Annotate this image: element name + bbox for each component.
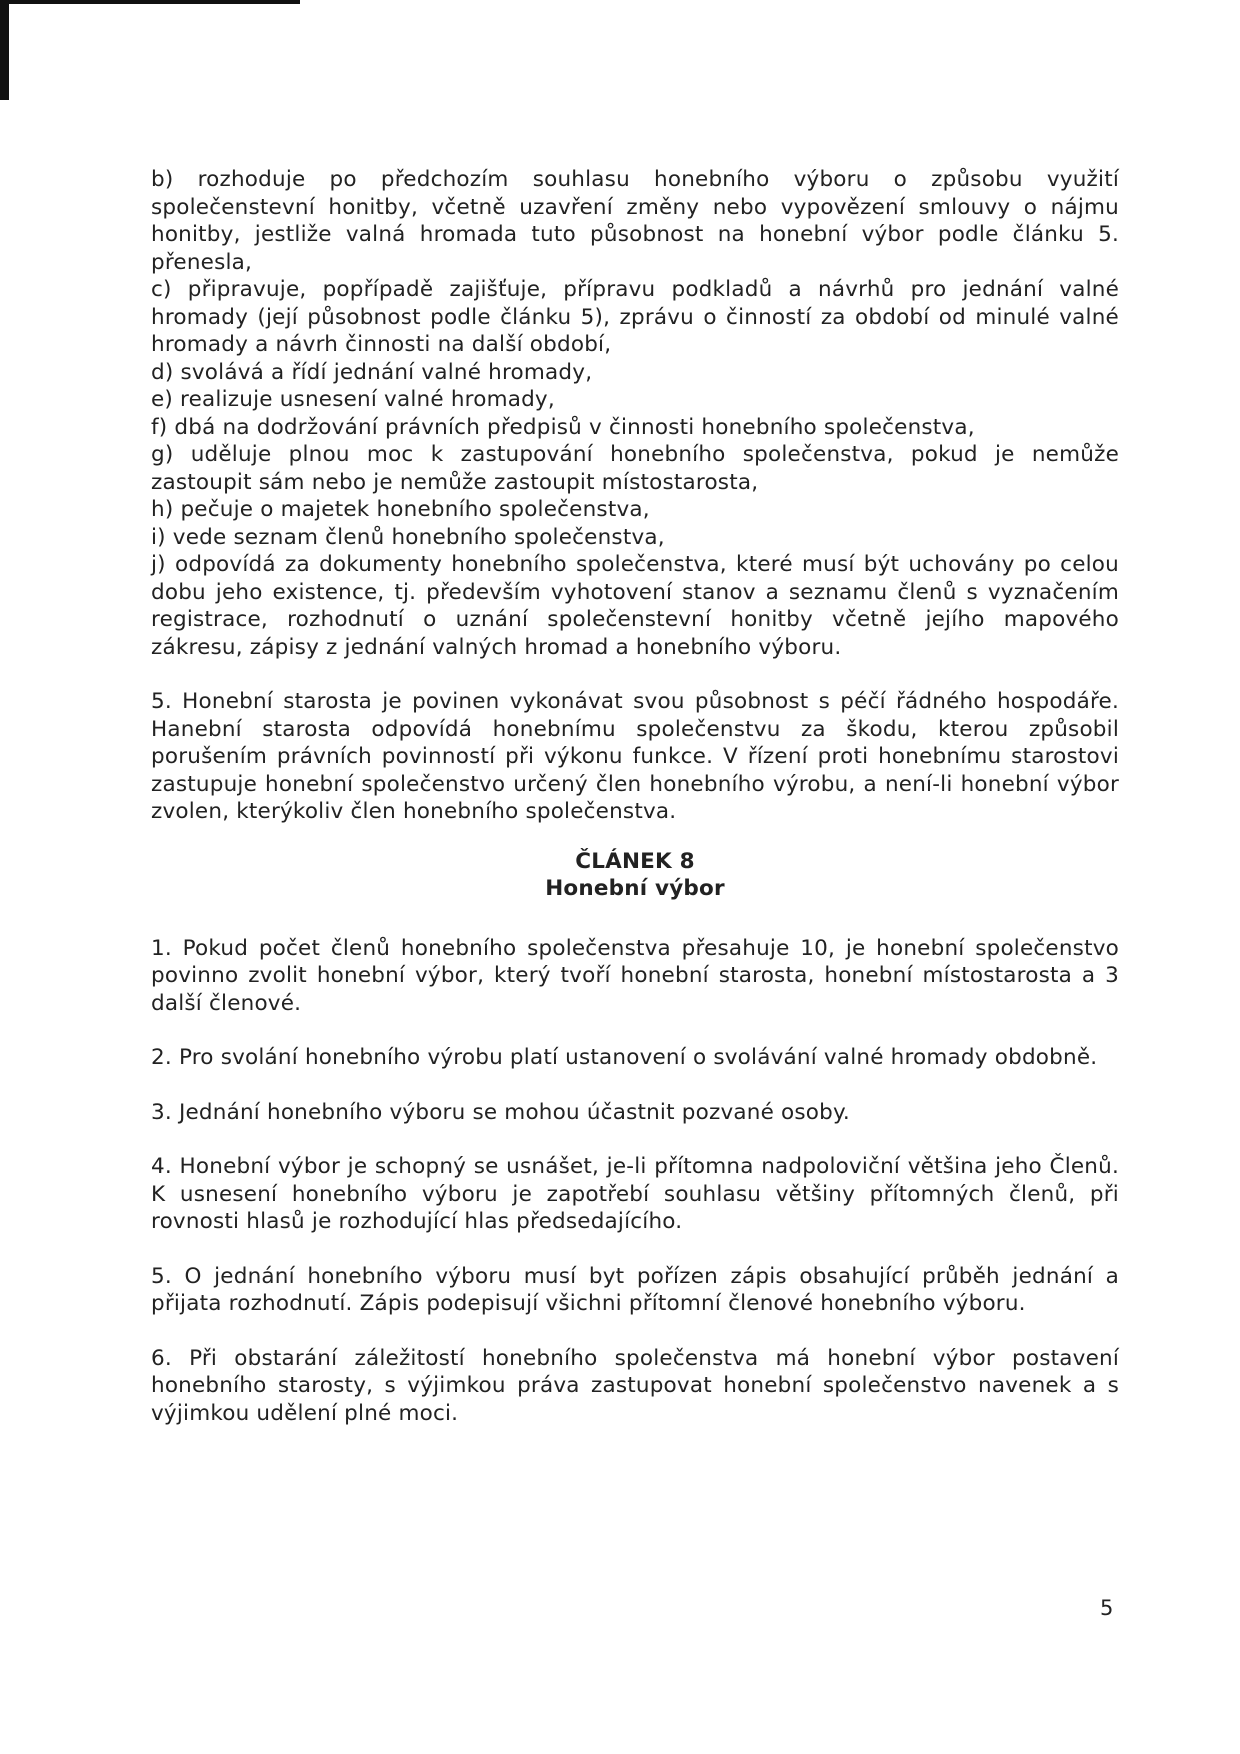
spacer (151, 1318, 1119, 1345)
list-item-h: h) pečuje o majetek honebního společenstva, (151, 497, 650, 522)
paragraph-5: 5. Honební starosta je povinen vykonávat svou působnost s péčí řádného hospodáře. Hanební starosta odpovídá honebnímu společenstvu za škodu, kterou způsobil porušením právních povinností při výkonu funkce. V řízení proti honebnímu starostovi zastupuje honební společenstvo určený člen honebního výrobu, a není-li honební výbor zvolen, kterýkoliv člen honebního společenstva. (151, 689, 1119, 824)
list-item-b: b) rozhoduje po předchozím souhlasu honebního výboru o způsobu využití společenstevní honitby, včetně uzavření změny nebo vypovězení smlouvy o nájmu honitby, jestliže valná hromada tuto působnost na honební výbor podle článku 5. přenesla, (151, 167, 1119, 275)
article-title: Honební výbor (545, 876, 725, 901)
article-paragraph-3: 3. Jednání honebního výboru se mohou účastnit pozvané osoby. (151, 1099, 850, 1125)
list-item-f: f) dbá na dodržování právních předpisů v činnosti honebního společenstva, (151, 414, 975, 440)
list-item-i: i) vede seznam členů honebního společenstva, (151, 524, 665, 550)
spacer (151, 1126, 1119, 1153)
article-paragraph-5: 5. O jednání honebního výboru musí byt pořízen zápis obsahující průběh jednání a přijata rozhodnutí. Zápis podepisují všichni přítomní členové honebního výboru. (151, 1263, 1119, 1316)
spacer (151, 1017, 1119, 1044)
article-number: ČLÁNEK 8 (575, 848, 695, 874)
article-paragraph-4: 4. Honební výbor je schopný se usnášet, je-li přítomna nadpoloviční většina jeho Členů. K usnesení honebního výboru je zapotřebí souhlasu většiny přítomných členů, při rovnosti hlasů je rozhodující hlas předsedajícího. (151, 1154, 1119, 1234)
spacer (151, 826, 1119, 848)
duties-list (151, 166, 1119, 661)
article-paragraph-6: 6. Při obstarání záležitostí honebního společenstva má honební výbor postavení honebního starosty, s výjimkou práva zastupovat honební společenstvo navenek a s výjimkou udělení plné moci. (151, 1345, 1119, 1426)
spacer (151, 1072, 1119, 1099)
page-number: 5 (1100, 1596, 1114, 1620)
list-item-e: e) realizuje usnesení valné hromady, (151, 387, 555, 412)
spacer (151, 1236, 1119, 1263)
scan-edge-left (0, 0, 9, 100)
scan-edge-top (0, 0, 300, 4)
article-paragraph-1: 1. Pokud počet členů honebního společenstva přesahuje 10, je honební společenstvo povinno zvolit honební výbor, který tvoří honební starosta, honební místostarosta a 3 další členové. (151, 935, 1119, 1016)
article-paragraph-2: 2. Pro svolání honebního výrobu platí ustanovení o svolávání valné hromady obdobně. (151, 1045, 1098, 1070)
list-item-g: g) uděluje plnou moc k zastupování honebního společenstva, pokud je nemůže zastoupit sám nebo je nemůže zastoupit místostarosta, (151, 442, 1119, 495)
spacer (151, 903, 1119, 935)
list-item-j: j) odpovídá za dokumenty honebního společenstva, které musí být uchovány po celou dobu jeho existence, tj. především vyhotovení stanov a seznamu členů s vyznačením registrace, rozhodnutí o uznání společenstevní honitby včetně jejího mapového zákresu, zápisy z jednání valných hromad a honebního výboru. (151, 552, 1119, 660)
spacer (151, 661, 1119, 688)
document-body (151, 166, 1119, 1427)
list-item-c: c) připravuje, popřípadě zajišťuje, přípravu podkladů a návrhů pro jednání valné hromady (její působnost podle článku 5), zprávu o činností za období od minulé valné hromady a návrh činnosti na další období, (151, 277, 1119, 357)
list-item-d: d) svolává a řídí jednání valné hromady, (151, 359, 593, 385)
article-heading (151, 848, 1119, 903)
